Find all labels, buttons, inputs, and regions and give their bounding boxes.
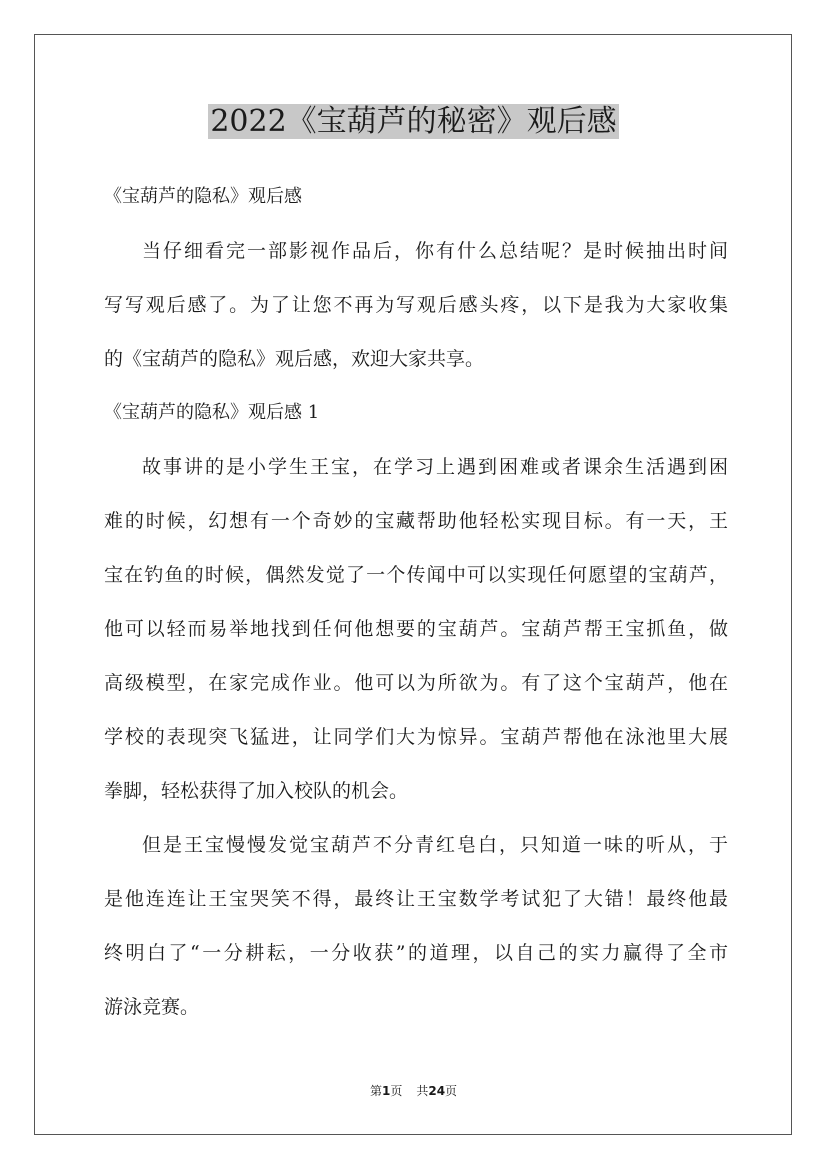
document-title: 2022《宝葫芦的秘密》观后感 <box>210 104 617 139</box>
section-heading: 《宝葫芦的隐私》观后感 1 <box>104 402 320 423</box>
document-title-wrap <box>0 100 827 144</box>
paragraph-line: 游泳竞赛。 <box>104 996 200 1018</box>
paragraph-line: 他可以轻而易举地找到任何他想要的宝葫芦。宝葫芦帮王宝抓鱼，做 <box>104 618 728 640</box>
page-prefix: 第 <box>369 1084 382 1098</box>
paragraph-line: 高级模型，在家完成作业。他可以为所欲为。有了这个宝葫芦，他在 <box>104 672 728 694</box>
paragraph-line: 学校的表现突飞猛进，让同学们大为惊异。宝葫芦帮他在泳池里大展 <box>104 726 728 748</box>
total-pages: 24 <box>428 1084 446 1098</box>
page-number: 1 <box>381 1084 391 1098</box>
document-body <box>104 170 728 1034</box>
total-suffix: 页 <box>445 1084 458 1098</box>
paragraph-line: 的《宝葫芦的隐私》观后感，欢迎大家共享。 <box>104 348 485 370</box>
paragraph-line: 宝在钓鱼的时候，偶然发觉了一个传闻中可以实现任何愿望的宝葫芦， <box>104 564 728 586</box>
paragraph-line: 拳脚，轻松获得了加入校队的机会。 <box>104 780 409 802</box>
page-suffix: 页 <box>390 1084 403 1098</box>
subheading: 《宝葫芦的隐私》观后感 <box>104 186 302 207</box>
paragraph-line: 故事讲的是小学生王宝，在学习上遇到困难或者课余生活遇到困 <box>142 456 728 478</box>
paragraph-line: 写写观后感了。为了让您不再为写观后感头疼，以下是我为大家收集 <box>104 294 728 316</box>
paragraph-line: 难的时候，幻想有一个奇妙的宝藏帮助他轻松实现目标。有一天，王 <box>104 510 728 532</box>
paragraph-line: 但是王宝慢慢发觉宝葫芦不分青红皂白，只知道一味的听从，于 <box>142 834 728 856</box>
page-footer <box>0 1082 827 1099</box>
paragraph-line: 当仔细看完一部影视作品后，你有什么总结呢？是时候抽出时间 <box>142 240 728 262</box>
total-prefix: 共 <box>416 1084 429 1098</box>
paragraph-line: 终明白了“一分耕耘，一分收获”的道理，以自己的实力赢得了全市 <box>104 942 728 964</box>
paragraph-line: 是他连连让王宝哭笑不得，最终让王宝数学考试犯了大错！最终他最 <box>104 888 728 910</box>
